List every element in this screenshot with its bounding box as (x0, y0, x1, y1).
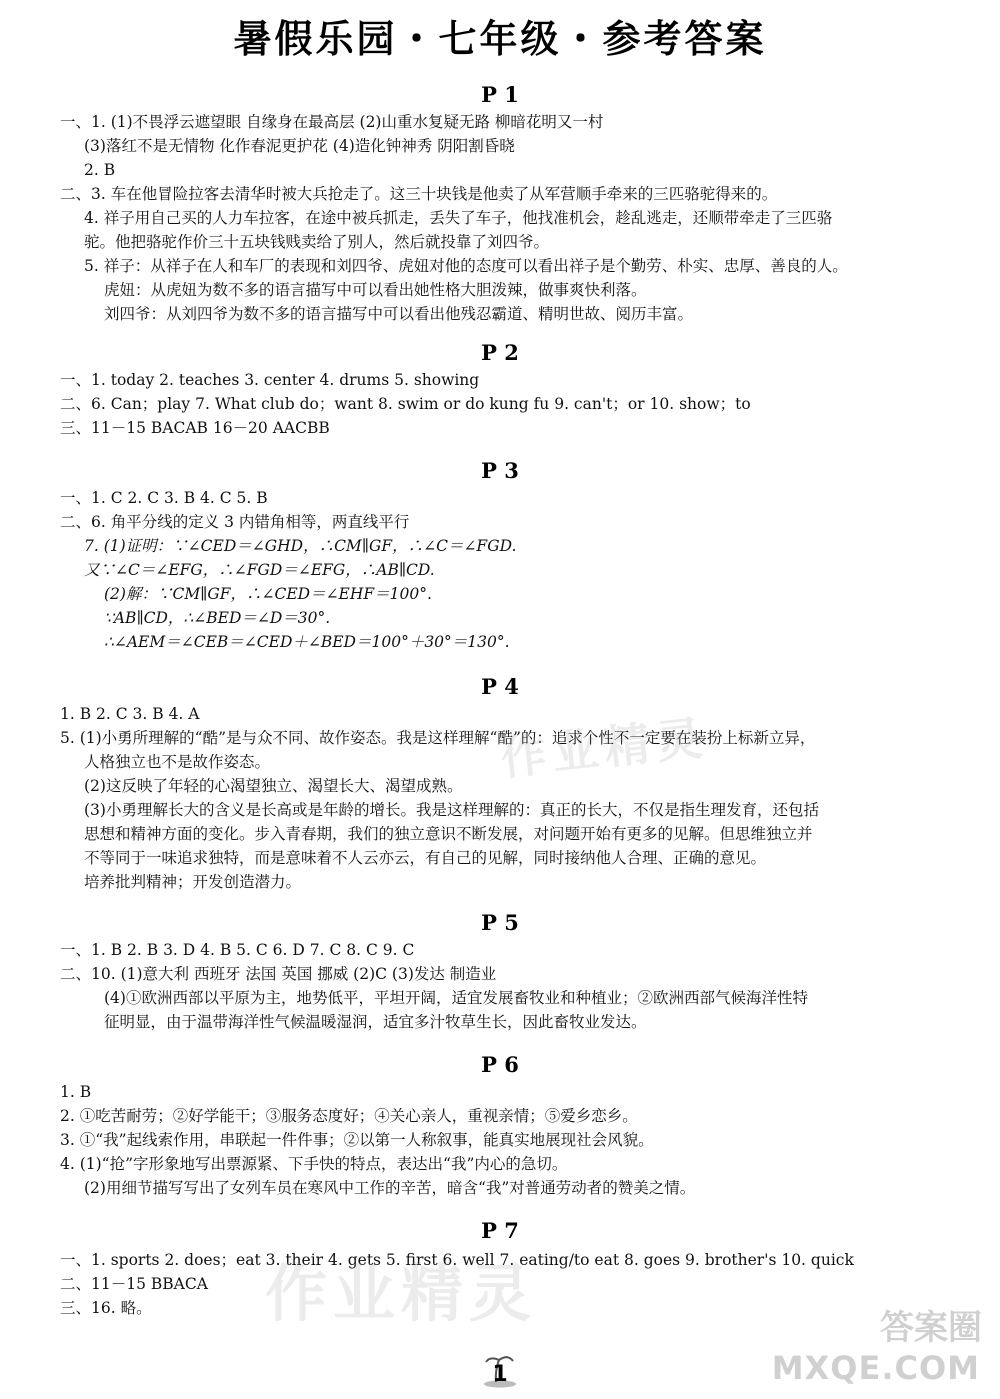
answer-line: 刘四爷：从刘四爷为数不多的语言描写中可以看出他残忍霸道、精明世故、阅历丰富。 (104, 305, 694, 323)
section-heading-p1: P 1 (481, 82, 519, 107)
answer-line: 4. (1)“抢”字形象地写出票源紧、下手快的特点，表达出“我”内心的急切。 (60, 1155, 568, 1173)
page-number-text: 1 (492, 1362, 508, 1387)
answer-line: (4)①欧洲西部以平原为主，地势低平，平坦开阔，适宜发展畜牧业和种植业；②欧洲西部气候海洋性特 (104, 989, 808, 1007)
watermark-text: 作业精灵 (498, 710, 711, 786)
watermark-url: MXQE.COM (771, 1349, 980, 1387)
answer-line: 一、1. B 2. B 3. D 4. B 5. C 6. D 7. C 8. C 9. C (60, 941, 415, 959)
watermark-text: 作业精灵 (265, 1257, 538, 1330)
answer-line: 虎妞：从虎妞为数不多的语言描写中可以看出她性格大胆泼辣，做事爽快利落。 (104, 281, 647, 299)
answer-line: 二、11－15 BBACA (60, 1275, 208, 1293)
answer-line: 2. ①吃苦耐劳；②好学能干；③服务态度好；④关心亲人，重视亲情；⑤爱乡恋乡。 (60, 1107, 638, 1125)
answer-line: 二、6. 角平分线的定义 3 内错角相等，两直线平行 (60, 513, 410, 531)
section-heading-p3: P 3 (481, 458, 519, 483)
answer-line: (2)用细节描写写出了女列车员在寒风中工作的辛苦，暗含“我”对普通劳动者的赞美之情。 (84, 1179, 696, 1197)
answer-line: (3)落红不是无情物 化作春泥更护花 (4)造化钟神秀 阴阳割昏晓 (84, 137, 515, 155)
answer-line: 4. 祥子用自己买的人力车拉客，在途中被兵抓走，丢失了车子，他找准机会，趁乱逃走，还顺带牵走了三匹骆 (84, 209, 833, 227)
answer-line: 人格独立也不是故作姿态。 (84, 753, 271, 771)
section-heading-p4: P 4 (481, 674, 519, 699)
answer-line: 一、1. today 2. teaches 3. center 4. drums 5. showing (60, 371, 480, 389)
answer-line: ∵AB∥CD，∴∠BED＝∠D＝30°. (104, 609, 331, 627)
page-title: 暑假乐园・七年级・参考答案 (233, 17, 767, 61)
answer-line: 三、11－15 BACAB 16－20 AACBB (60, 419, 330, 437)
answer-line: 7. (1)证明：∵∠CED＝∠GHD，∴CM∥GF，∴∠C＝∠FGD. (84, 537, 517, 555)
answer-line: (3)小勇理解长大的含义是长高或是年龄的增长。我是这样理解的：真正的长大，不仅是指生理发育，还包括 (84, 801, 819, 819)
page-number (482, 1352, 518, 1388)
section-heading-p7: P 7 (481, 1218, 519, 1243)
answer-line: 一、1. (1)不畏浮云遮望眼 自缘身在最高层 (2)山重水复疑无路 柳暗花明又一村 (60, 113, 604, 131)
answer-line: 又∵∠C＝∠EFG，∴∠FGD＝∠EFG，∴AB∥CD. (84, 561, 435, 579)
section-heading-p6: P 6 (481, 1052, 519, 1077)
answer-line: 三、16. 略。 (60, 1299, 152, 1317)
answer-line: 二、6. Can；play 7. What club do；want 8. swim or do kung fu 9. can't；or 10. show；to (60, 395, 751, 413)
answer-line: 3. ①“我”起线索作用，串联起一件件事；②以第一人称叙事，能真实地展现社会风貌。 (60, 1131, 654, 1149)
section-heading-p2: P 2 (481, 340, 519, 365)
answer-line: 驼。他把骆驼作价三十五块钱贱卖给了别人，然后就投靠了刘四爷。 (84, 233, 550, 251)
answer-line: 征明显，由于温带海洋性气候温暖湿润，适宜多汁牧草生长，因此畜牧业发达。 (104, 1013, 647, 1031)
answer-line: 一、1. sports 2. does；eat 3. their 4. gets 5. first 6. well 7. eating/to eat 8. goes 9. brother's 10. quick (60, 1251, 854, 1269)
answer-line: (2)这反映了年轻的心渴望独立、渴望长大、渴望成熟。 (84, 777, 463, 795)
watermark-logo: 答案圈 (880, 1308, 982, 1348)
answer-line: 1. B (60, 1083, 92, 1101)
answer-line: ∴∠AEM＝∠CEB＝∠CED＋∠BED＝100°＋30°＝130°. (104, 633, 510, 651)
answer-line: 二、10. (1)意大利 西班牙 法国 英国 挪威 (2)C (3)发达 制造业 (60, 965, 497, 983)
answer-line: 思想和精神方面的变化。步入青春期，我们的独立意识不断发展，对问题开始有更多的见解。但思维独立并 (84, 825, 813, 843)
answer-line: (2)解：∵CM∥GF，∴∠CED＝∠EHF＝100°. (104, 585, 432, 603)
answer-line: 培养批判精神；开发创造潜力。 (84, 873, 302, 891)
section-heading-p5: P 5 (481, 910, 519, 935)
answer-line: 1. B 2. C 3. B 4. A (60, 705, 200, 723)
answer-line: 2. B (84, 161, 116, 179)
answer-line: 不等同于一味追求独特，而是意味着不人云亦云，有自己的见解，同时接纳他人合理、正确的意见。 (84, 849, 767, 867)
answer-line: 二、3. 车在他冒险拉客去清华时被大兵抢走了。这三十块钱是他卖了从军营顺手牵来的三匹骆驼得来的。 (60, 185, 778, 203)
answer-line: 5. (1)小勇所理解的“酷”是与众不同、故作姿态。我是这样理解“酷”的：追求个性不一定要在装扮上标新立异， (60, 729, 816, 747)
answer-line: 一、1. C 2. C 3. B 4. C 5. B (60, 489, 268, 507)
answer-line: 5. 祥子：从祥子在人和车厂的表现和刘四爷、虎妞对他的态度可以看出祥子是个勤劳、朴实、忠厚、善良的人。 (84, 257, 848, 275)
